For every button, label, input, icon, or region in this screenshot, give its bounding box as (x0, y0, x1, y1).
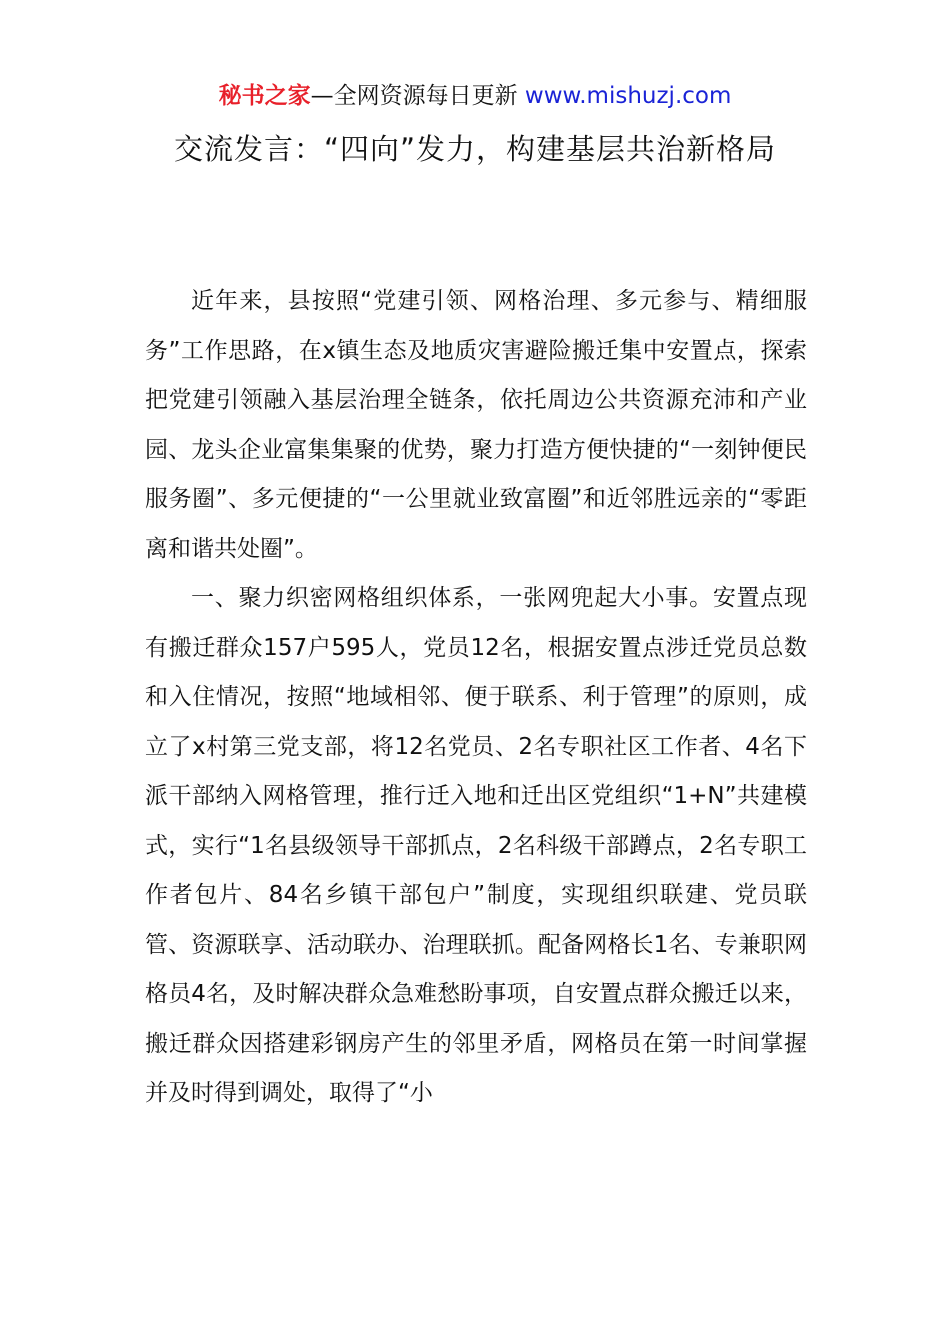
document-title: 交流发言：“四向”发力，构建基层共治新格局 (173, 132, 777, 166)
site-url-link[interactable]: www.mishuzj.com (524, 83, 732, 109)
paragraph-section-one: 一、聚力织密网格组织体系，一张网兜起大小事。安置点现有搬迁群众157户595人，党员12名，根据安置点涉迁党员总数和入住情况，按照“地域相邻、便于联系、利于管理”的原则，成立了x村第三党支部，将12名党员、2名专职社区工作者、4名下派干部纳入网格管理，推行迁入地和迁出区党组织“1+N”共建模式，实行“1名县级领导干部抓点，2名科级干部蹲点，2名专职工作者包片、84名乡镇干部包户”制度，实现组织联建、党员联管、资源联享、活动联办、治理联抓。配备网格长1名、专兼职网格员4名，及时解决群众急难愁盼事项，自安置点群众搬迁以来，搬迁群众因搭建彩钢房产生的邻里矛盾，网格员在第一时间掌握并及时得到调处，取得了“小 (145, 585, 807, 1106)
site-brand: 秘书之家 (218, 83, 311, 109)
site-tagline: —全网资源每日更新 (310, 83, 525, 109)
paragraph-intro: 近年来，县按照“党建引领、网格治理、多元参与、精细服务”工作思路，在x镇生态及地质灾害避险搬迁集中安置点，探索把党建引领融入基层治理全链条，依托周边公共资源充沛和产业园、龙头企业富集集聚的优势，聚力打造方便快捷的“一刻钟便民服务圈”、多元便捷的“一公里就业致富圈”和近邻胜远亲的“零距离和谐共处圈”。 (145, 288, 807, 562)
document-body (145, 277, 807, 1119)
site-header (0, 78, 950, 114)
